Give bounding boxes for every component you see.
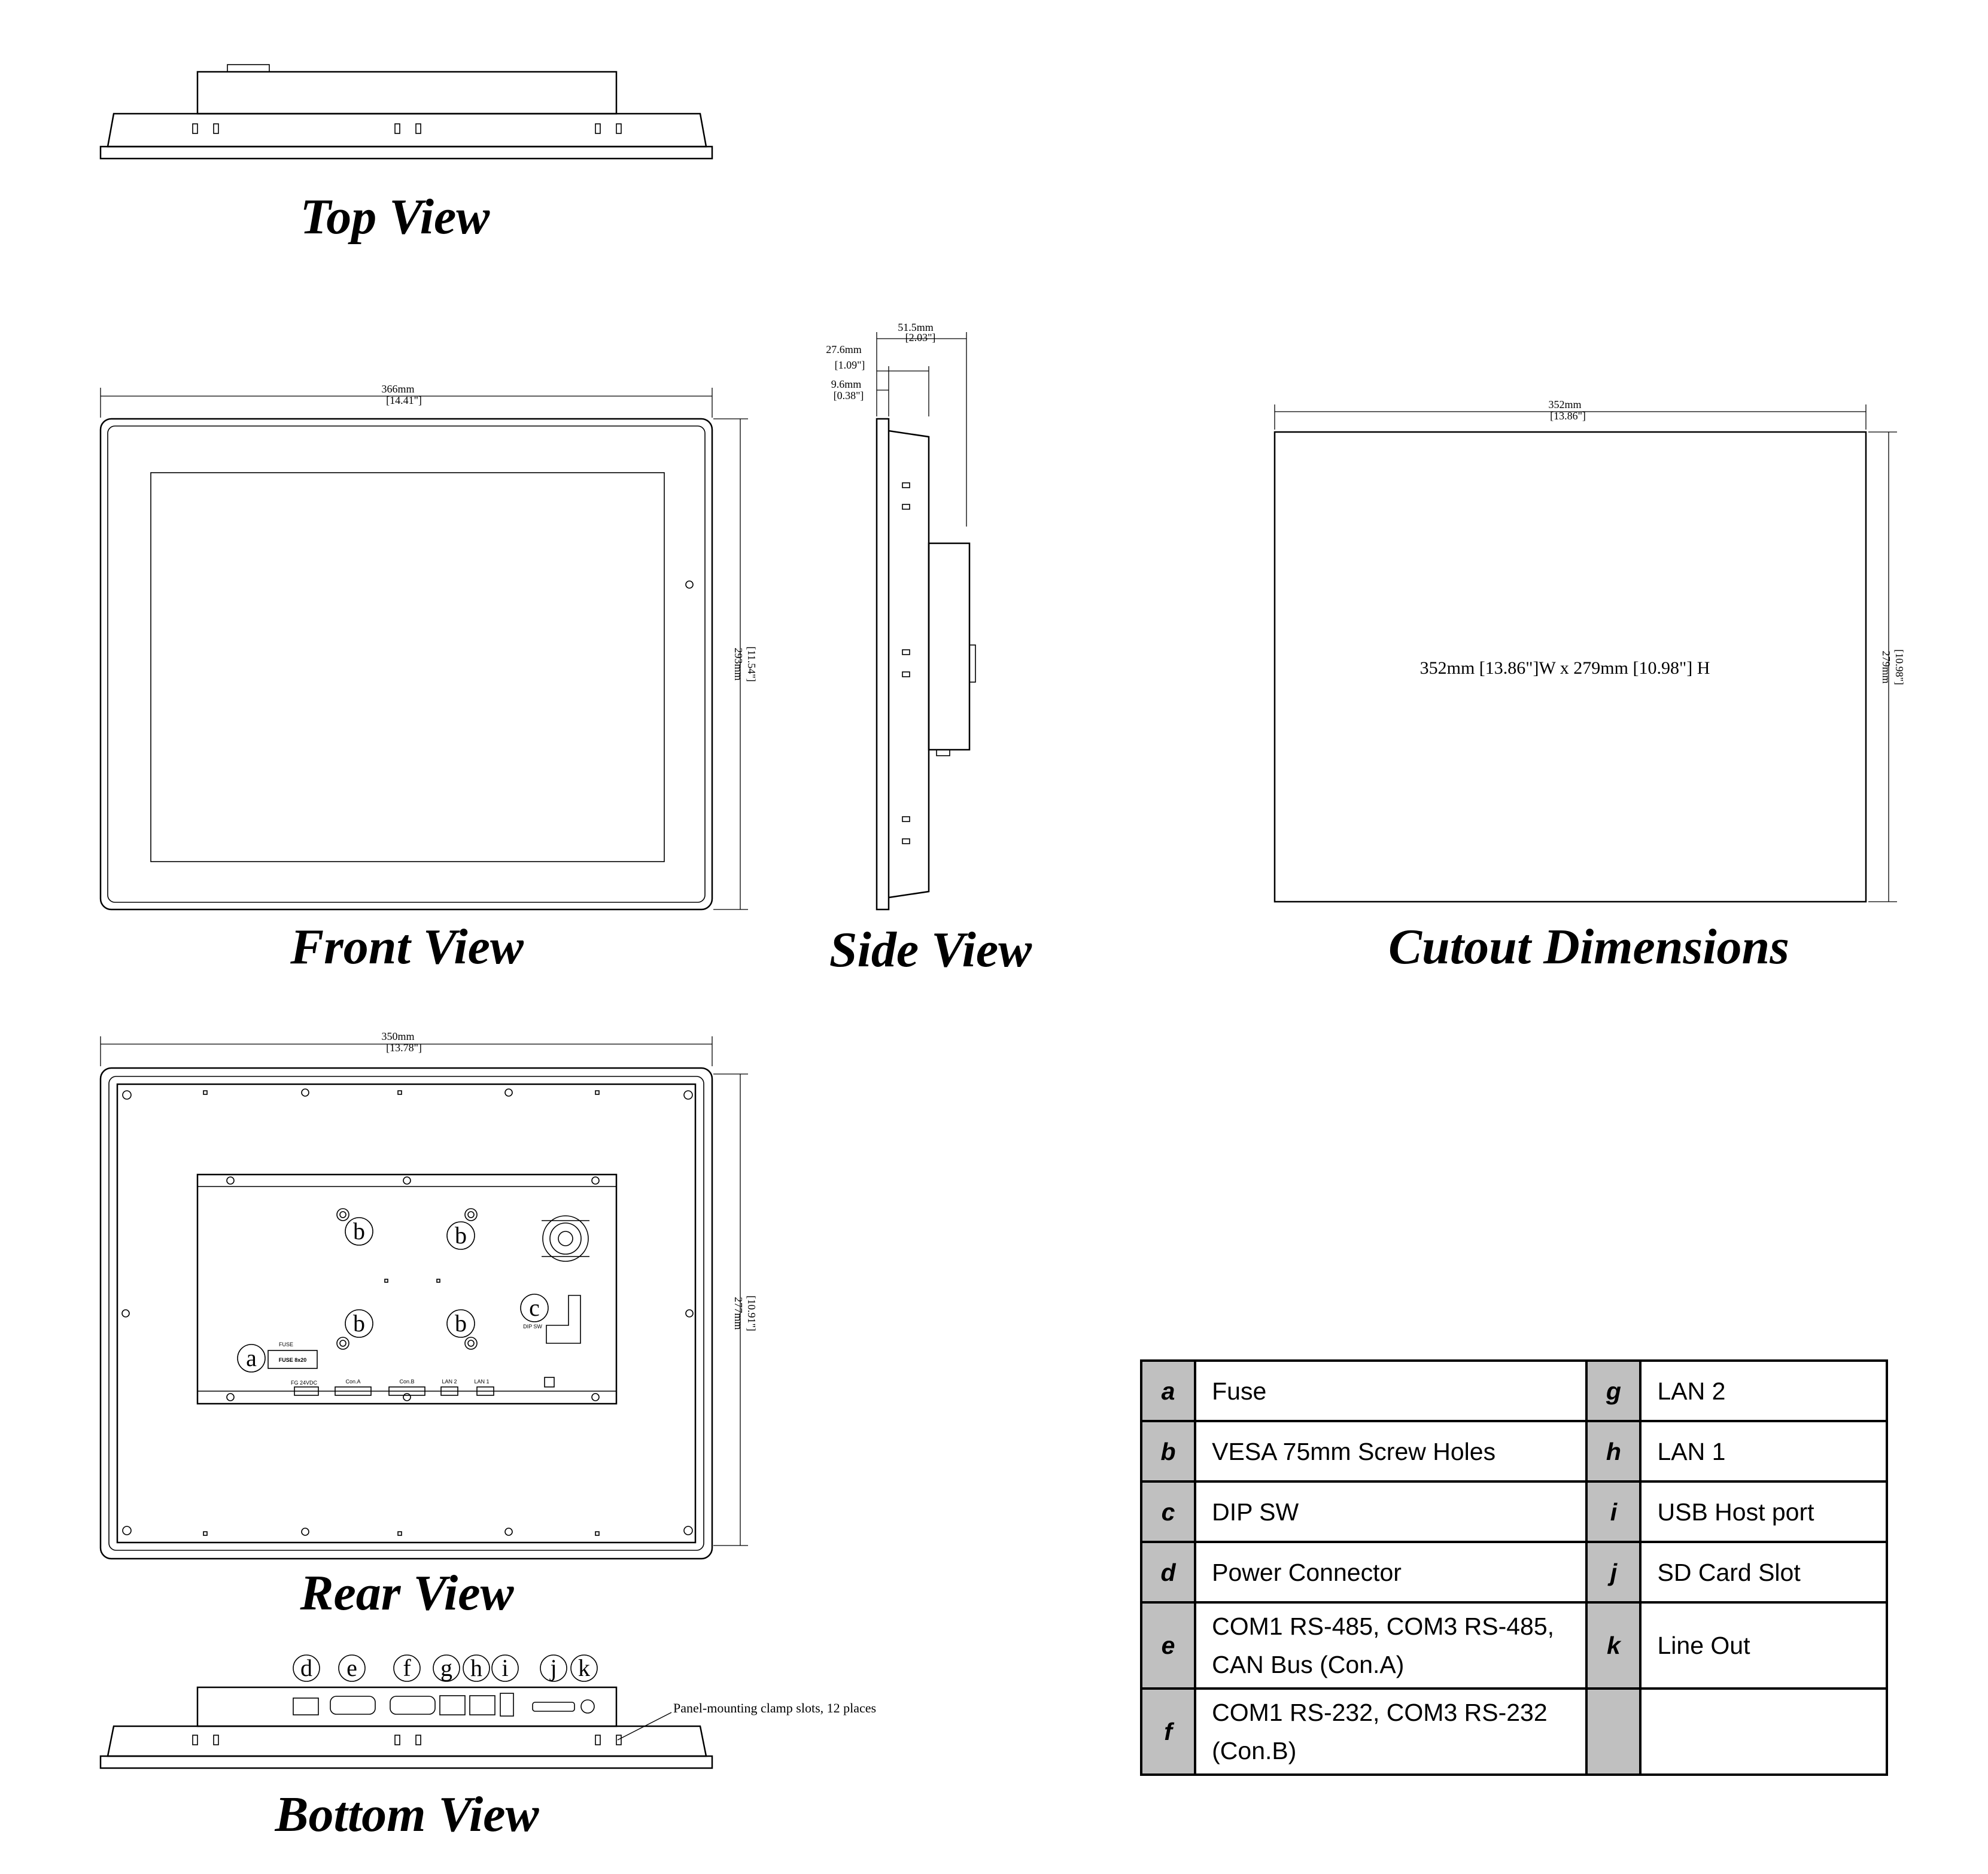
legend-key: f <box>1141 1689 1195 1775</box>
cutout-width-in: [13.86"] <box>1550 410 1586 422</box>
legend-row <box>1141 1361 1887 1421</box>
side-bezel-in: [0.38"] <box>833 390 864 401</box>
cutout-height-in: [10.98"] <box>1893 649 1905 685</box>
legend-key: g <box>1586 1361 1640 1421</box>
legend-value: Power Connector <box>1195 1542 1586 1602</box>
rear-power-label: FG 24VDC <box>290 1380 318 1386</box>
rear-width-mm: 350mm <box>381 1030 415 1042</box>
legend-key: j <box>1586 1542 1640 1602</box>
legend-key: h <box>1586 1421 1640 1481</box>
legend-key <box>1586 1689 1640 1775</box>
cutout-width-mm: 352mm <box>1548 398 1582 410</box>
rear-dip-label: DIP SW <box>523 1324 542 1330</box>
cutout-drawing <box>1275 404 1897 902</box>
rear-callout-b2: b <box>455 1222 467 1249</box>
legend-key: b <box>1141 1421 1195 1481</box>
bottom-callout-d: d <box>300 1654 312 1681</box>
rear-callout-b1: b <box>353 1218 365 1245</box>
legend-key: d <box>1141 1542 1195 1602</box>
rear-height-mm: 277mm <box>732 1297 744 1330</box>
bottom-callout-i: i <box>501 1654 509 1681</box>
legend-value: VESA 75mm Screw Holes <box>1195 1421 1586 1481</box>
rear-callout-c: c <box>529 1294 540 1321</box>
side-bezel-mm: 9.6mm <box>831 378 862 390</box>
top-view-drawing <box>101 65 712 159</box>
rear-fuse-part: FUSE 8x20 <box>278 1357 307 1363</box>
legend-value: Fuse <box>1195 1361 1586 1421</box>
legend-key: i <box>1586 1481 1640 1542</box>
side-depth-mid-mm: 27.6mm <box>826 343 862 355</box>
rear-width-in: [13.78"] <box>386 1042 422 1054</box>
rear-lan1-label: LAN 1 <box>474 1379 490 1385</box>
legend-value: LAN 2 <box>1640 1361 1887 1421</box>
side-depth-total-in: [2.03"] <box>905 331 936 343</box>
top-view-title: Top View <box>300 189 490 245</box>
side-depth-mid-in: [1.09"] <box>834 359 865 371</box>
side-depth-total-mm: 51.5mm <box>898 321 934 333</box>
rear-callout-b3: b <box>353 1310 365 1337</box>
legend-row <box>1141 1481 1887 1542</box>
rear-view-drawing <box>101 1036 748 1559</box>
cutout-height-mm: 279mm <box>1880 650 1892 684</box>
legend-key: e <box>1141 1602 1195 1689</box>
bottom-callout-h: h <box>470 1654 482 1681</box>
rear-fuse-label: FUSE <box>278 1341 294 1347</box>
front-height-mm: 293mm <box>732 647 744 681</box>
rear-callout-a: a <box>246 1344 257 1371</box>
legend-key: k <box>1586 1602 1640 1689</box>
bottom-view-title: Bottom View <box>275 1787 539 1842</box>
front-height-in: [11.54"] <box>746 646 758 682</box>
legend-row <box>1141 1602 1887 1689</box>
legend-value <box>1640 1689 1887 1775</box>
legend-value: Line Out <box>1640 1602 1887 1689</box>
rear-view-title: Rear View <box>300 1565 514 1621</box>
rear-callout-b4: b <box>455 1310 467 1337</box>
front-view-drawing <box>101 388 748 909</box>
legend-row <box>1141 1689 1887 1775</box>
cutout-title: Cutout Dimensions <box>1388 919 1789 975</box>
bottom-callout-j: j <box>550 1654 557 1681</box>
clamp-slot-note: Panel-mounting clamp slots, 12 places <box>673 1700 877 1715</box>
legend-row <box>1141 1421 1887 1481</box>
bottom-view-drawing <box>101 1687 712 1768</box>
front-view-title: Front View <box>290 919 524 975</box>
legend-value: COM1 RS-232, COM3 RS-232 (Con.B) <box>1195 1689 1586 1775</box>
legend-value: DIP SW <box>1195 1481 1586 1542</box>
rear-lan2-label: LAN 2 <box>442 1379 457 1385</box>
legend-row <box>1141 1542 1887 1602</box>
legend-key: c <box>1141 1481 1195 1542</box>
legend-value: LAN 1 <box>1640 1421 1887 1481</box>
rear-height-in: [10.91"] <box>746 1295 758 1331</box>
legend-value: SD Card Slot <box>1640 1542 1887 1602</box>
bottom-callout-k: k <box>578 1654 590 1681</box>
bottom-callout-f: f <box>403 1654 411 1681</box>
front-width-mm: 366mm <box>381 383 415 395</box>
rear-callouts <box>238 1218 548 1372</box>
legend-table <box>1140 1359 1888 1776</box>
legend-value: USB Host port <box>1640 1481 1887 1542</box>
bottom-callout-g: g <box>440 1654 452 1681</box>
cutout-size-label: 352mm [13.86"]W x 279mm [10.98"] H <box>1419 658 1710 678</box>
side-view-title: Side View <box>829 922 1032 978</box>
legend-key: a <box>1141 1361 1195 1421</box>
side-view-drawing <box>877 332 975 909</box>
rear-con-b-label: Con.B <box>399 1379 415 1385</box>
bottom-callout-e: e <box>346 1654 357 1681</box>
front-width-in: [14.41"] <box>386 394 422 406</box>
rear-con-a-label: Con.A <box>345 1379 361 1385</box>
legend-value: COM1 RS-485, COM3 RS-485, CAN Bus (Con.A) <box>1195 1602 1586 1689</box>
